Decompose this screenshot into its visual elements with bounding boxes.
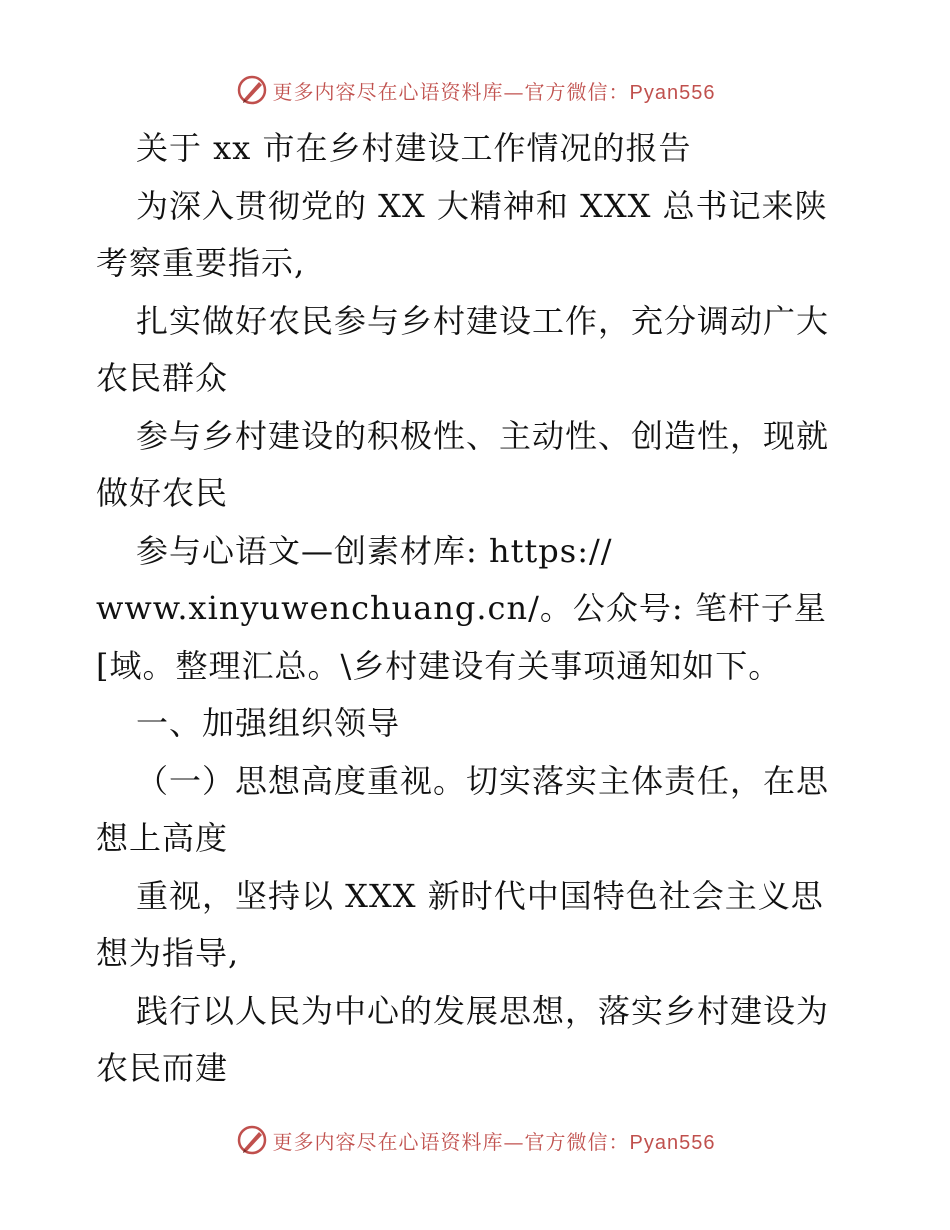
paragraph-line: 践行以人民为中心的发展思想，落实乡村建设为 (136, 991, 830, 1030)
paragraph-line: 重视，坚持以 XXX 新时代中国特色社会主义思 (136, 876, 824, 915)
paragraph-line: [域。整理汇总。\乡村建设有关事项通知如下。 (96, 646, 782, 685)
pen-logo-icon (235, 1123, 269, 1157)
paragraph-line: （一）思想高度重视。切实落实主体责任，在思 (136, 761, 830, 800)
document-body (96, 120, 856, 1098)
paragraph-line: 农民群众 (96, 359, 229, 397)
section-heading: 一、加强组织领导 (136, 704, 401, 742)
paragraph-line: 农民而建 (96, 1049, 229, 1087)
footer-watermark-banner (0, 1122, 950, 1158)
pen-logo-icon (235, 73, 269, 107)
paragraph-line: 扎实做好农民参与乡村建设工作，充分调动广大 (136, 301, 830, 340)
paragraph-line: 做好农民 (96, 474, 229, 512)
paragraph-line: 参与心语文—创素材库: https:// (136, 531, 613, 570)
header-watermark-banner (0, 72, 950, 108)
paragraph-line: www.xinyuwenchuang.cn/。公众号: 笔杆子星 (96, 589, 827, 627)
footer-banner-label: 更多内容尽在心语资料库—官方微信：Pyan556 (272, 1129, 716, 1154)
paragraph-line: 考察重要指示, (96, 244, 306, 282)
paragraph-line: 想为指导, (96, 934, 240, 972)
paragraph-line: 想上高度 (96, 819, 229, 857)
paragraph-line: 为深入贯彻党的 XX 大精神和 XXX 总书记来陕 (136, 186, 828, 225)
document-title: 关于 xx 市在乡村建设工作情况的报告 (136, 129, 692, 167)
header-banner-label: 更多内容尽在心语资料库—官方微信：Pyan556 (272, 79, 716, 104)
paragraph-line: 参与乡村建设的积极性、主动性、创造性，现就 (136, 416, 830, 455)
